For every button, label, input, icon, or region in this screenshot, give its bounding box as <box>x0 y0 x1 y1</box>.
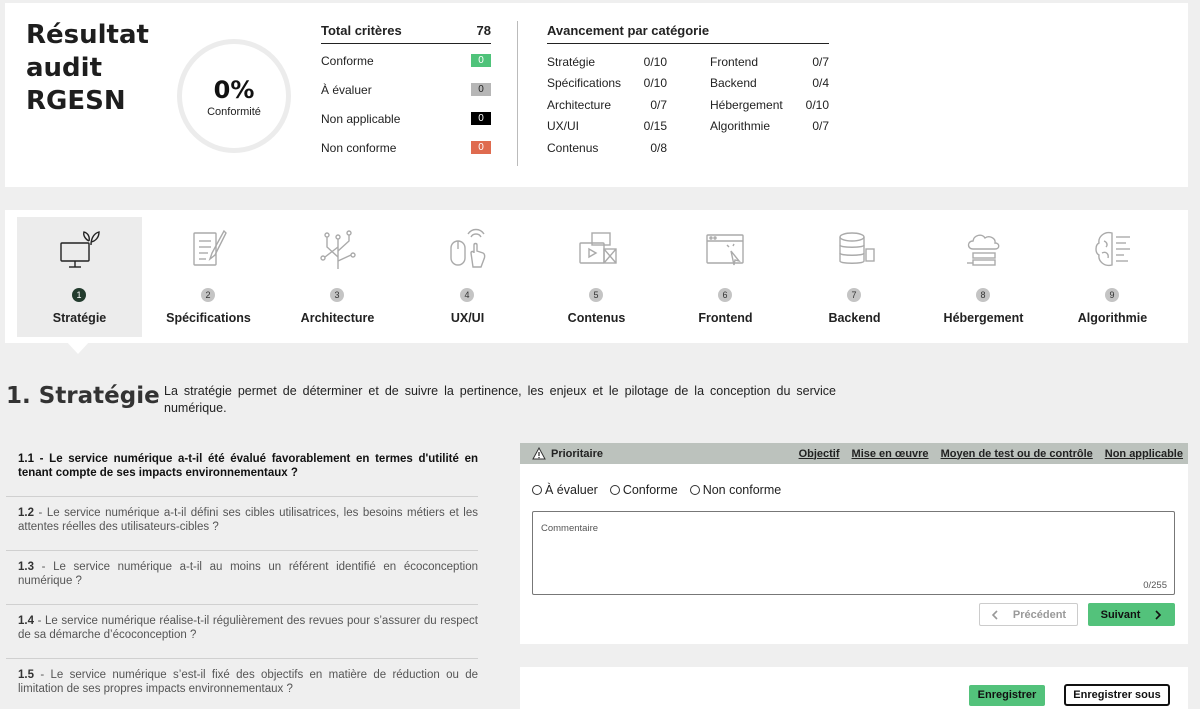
browser-cursor-icon <box>705 227 747 271</box>
brain-code-icon <box>1092 227 1134 271</box>
radio-label: Non conforme <box>702 483 782 497</box>
category-progress <box>547 23 829 159</box>
tab-label: Backend <box>828 311 881 325</box>
radio-non-conforme[interactable] <box>690 483 782 497</box>
progress-value: 0/7 <box>812 119 829 134</box>
tab-label: UX/UI <box>450 311 485 325</box>
criterion-text: - Le service numérique a-t-il au moins un référent identifié en écoconception numérique ? <box>18 561 478 587</box>
evaluation-panel <box>520 443 1188 644</box>
media-content-icon <box>576 227 618 271</box>
progress-row <box>710 94 829 116</box>
chevron-right-icon <box>1154 610 1162 620</box>
comment-placeholder: Commentaire <box>541 523 599 534</box>
progress-value: 0/10 <box>643 76 667 91</box>
progress-label: Algorithmie <box>710 119 771 134</box>
progress-value: 0/15 <box>643 119 667 134</box>
tab-label: Architecture <box>300 311 375 325</box>
tab-ux-ui[interactable] <box>405 217 530 337</box>
chevron-left-icon <box>991 610 999 620</box>
progress-row <box>710 116 829 138</box>
link-objectif[interactable]: Objectif <box>798 447 840 460</box>
title-line-2: audit <box>26 53 103 83</box>
next-label: Suivant <box>1100 608 1141 621</box>
category-tabs <box>5 210 1188 343</box>
tab-label: Hébergement <box>943 311 1024 325</box>
totals-header <box>321 23 491 44</box>
radio-circle-icon[interactable] <box>690 485 700 495</box>
progress-column-left <box>547 51 710 159</box>
previous-button[interactable] <box>979 603 1078 626</box>
tab-label: Contenus <box>567 311 626 325</box>
criterion-text: - Le service numérique réalise-t-il régulièrement des revues pour s’assurer du respect de sa démarche d’écoconception ? <box>18 615 478 641</box>
status-badge: 0 <box>471 112 491 125</box>
tab-number: 8 <box>976 288 990 302</box>
progress-row <box>710 73 829 95</box>
tab-number: 6 <box>718 288 732 302</box>
comment-textarea[interactable] <box>532 511 1175 595</box>
criterion-1-5[interactable] <box>6 659 478 709</box>
status-row-a-evaluer <box>321 73 491 102</box>
progress-label: Hébergement <box>710 97 783 112</box>
radio-circle-icon[interactable] <box>532 485 542 495</box>
priority-badge <box>520 447 603 460</box>
radio-circle-icon[interactable] <box>610 485 620 495</box>
section-title: 1. Stratégie <box>6 383 160 409</box>
status-label: Non conforme <box>321 140 397 155</box>
tab-number: 4 <box>460 288 474 302</box>
progress-row <box>547 137 710 159</box>
tab-number: 9 <box>1105 288 1119 302</box>
progress-label: Stratégie <box>547 54 596 69</box>
radio-label: Conforme <box>622 483 678 497</box>
tab-number: 7 <box>847 288 861 302</box>
link-mise-en-oeuvre[interactable]: Mise en œuvre <box>851 447 929 460</box>
progress-value: 0/7 <box>650 97 667 112</box>
criterion-number: 1.4 <box>18 615 34 627</box>
progress-label: UX/UI <box>547 119 580 134</box>
divider <box>517 21 518 166</box>
save-button[interactable]: Enregistrer <box>969 685 1045 706</box>
tab-contenus[interactable] <box>534 217 659 337</box>
status-badge: 0 <box>471 83 491 96</box>
tab-frontend[interactable] <box>663 217 788 337</box>
status-row-non-conforme <box>321 131 491 160</box>
progress-row <box>547 73 710 95</box>
criterion-1-1[interactable] <box>6 443 478 497</box>
tab-label: Spécifications <box>166 311 251 325</box>
totals-table <box>321 23 491 160</box>
conformity-percent: 0% <box>213 76 255 104</box>
database-icon <box>834 227 876 271</box>
document-checklist-icon <box>188 227 230 271</box>
status-row-conforme <box>321 44 491 73</box>
progress-column-right <box>710 51 829 159</box>
conformity-label: Conformité <box>207 106 261 118</box>
warning-icon <box>532 447 546 460</box>
progress-label: Backend <box>710 76 757 91</box>
criterion-text: - Le service numérique a-t-il défini ses cibles utilisatrices, les besoins métiers et les attentes réelles des utilisateurs-cibles ? <box>18 507 478 533</box>
criterion-number: 1.3 <box>18 561 34 573</box>
next-button[interactable] <box>1088 603 1175 626</box>
tab-backend[interactable] <box>792 217 917 337</box>
mouse-hand-icon <box>447 227 489 271</box>
active-tab-pointer <box>65 340 91 354</box>
panel-header <box>520 443 1188 464</box>
totals-header-label: Total critères <box>321 23 402 38</box>
progress-label: Architecture <box>547 97 612 112</box>
progress-value: 0/10 <box>643 54 667 69</box>
progress-value: 0/8 <box>650 140 667 155</box>
tab-label: Algorithmie <box>1077 311 1148 325</box>
tab-algorithmie[interactable] <box>1050 217 1175 337</box>
criterion-number: 1.5 <box>18 669 34 681</box>
status-badge: 0 <box>471 141 491 154</box>
criterion-text: - Le service numérique s’est-il fixé des objectifs en matière de réduction ou de limitation de ses propres impacts environnementaux ? <box>18 669 478 695</box>
comment-char-count: 0/255 <box>1143 580 1167 591</box>
criteria-list <box>6 443 478 709</box>
tab-number: 1 <box>72 288 86 302</box>
status-label: Non applicable <box>321 111 401 126</box>
criterion-1-4[interactable] <box>6 605 478 659</box>
title-line-3: RGESN <box>26 86 126 116</box>
title-line-1: Résultat <box>26 20 149 50</box>
priority-label: Prioritaire <box>551 447 603 460</box>
progress-row <box>547 94 710 116</box>
tab-strategie[interactable] <box>17 217 142 337</box>
tab-number: 5 <box>589 288 603 302</box>
criterion-number: 1.2 <box>18 507 34 519</box>
save-as-button[interactable]: Enregistrer sous <box>1064 684 1170 706</box>
section-description: La stratégie permet de déterminer et de suivre la pertinence, les enjeux et le pilotage de la conception du service numérique. <box>164 384 836 415</box>
tab-number: 2 <box>201 288 215 302</box>
radio-conforme[interactable] <box>610 483 678 497</box>
tab-architecture[interactable] <box>275 217 400 337</box>
progress-row <box>547 116 710 138</box>
footer-actions <box>520 667 1188 709</box>
monitor-plant-icon <box>59 227 101 271</box>
tab-number: 3 <box>330 288 344 302</box>
radio-a-evaluer[interactable] <box>532 483 598 497</box>
progress-header: Avancement par catégorie <box>547 23 829 44</box>
cloud-server-icon <box>963 227 1005 271</box>
progress-label: Frontend <box>710 54 759 69</box>
progress-row <box>547 51 710 73</box>
progress-value: 0/10 <box>805 97 829 112</box>
progress-label: Contenus <box>547 140 599 155</box>
link-non-applicable[interactable]: Non applicable <box>1104 447 1183 460</box>
conformity-ring <box>177 39 291 153</box>
radio-label: À évaluer <box>545 483 598 497</box>
totals-header-value: 78 <box>476 23 491 38</box>
progress-value: 0/4 <box>812 76 829 91</box>
criterion-number: 1.1 <box>18 453 34 465</box>
status-radio-group <box>520 464 1188 497</box>
criterion-text: - Le service numérique a-t-il été évalué favorablement en termes d'utilité en tenant compte de ses impacts environnementaux ? <box>18 453 478 479</box>
tab-hebergement[interactable] <box>921 217 1046 337</box>
criterion-1-2[interactable] <box>6 497 478 551</box>
status-badge: 0 <box>471 54 491 67</box>
audit-summary-card <box>5 3 1188 187</box>
progress-value: 0/7 <box>812 54 829 69</box>
criterion-1-3[interactable] <box>6 551 478 605</box>
page-title <box>26 19 149 118</box>
link-moyen-de-test[interactable]: Moyen de test ou de contrôle <box>940 447 1093 460</box>
status-row-non-applicable <box>321 102 491 131</box>
circuit-tree-icon <box>317 227 359 271</box>
tab-specifications[interactable] <box>146 217 271 337</box>
tab-label: Stratégie <box>52 311 107 325</box>
tab-label: Frontend <box>698 311 753 325</box>
previous-label: Précédent <box>1012 608 1067 621</box>
status-label: À évaluer <box>321 82 372 97</box>
status-label: Conforme <box>321 53 374 68</box>
progress-row <box>710 51 829 73</box>
progress-label: Spécifications <box>547 76 622 91</box>
